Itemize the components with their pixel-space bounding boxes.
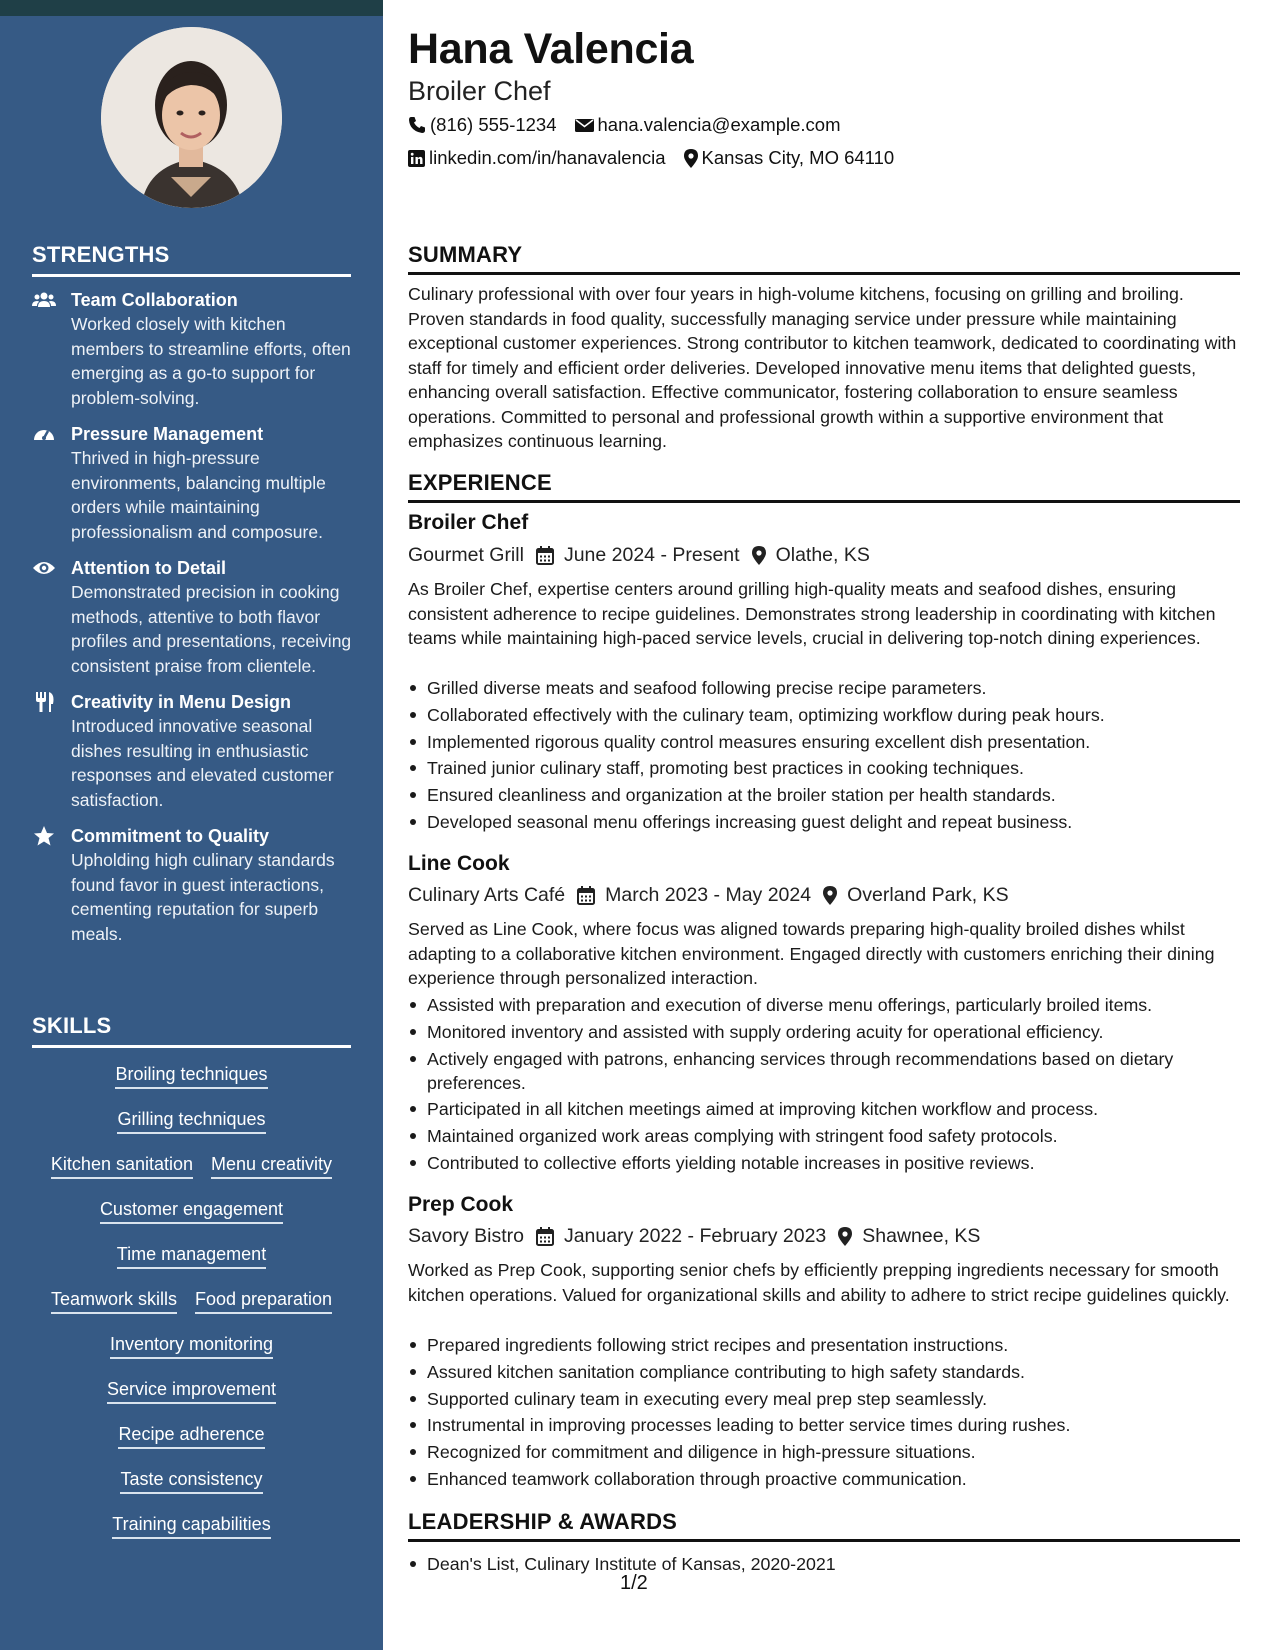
skill-tag: Service improvement [107,1377,276,1404]
eye-icon [32,558,56,578]
map-pin-icon [752,546,766,565]
avatar [101,27,282,208]
skill-tag: Recipe adherence [118,1422,264,1449]
skill-tag: Menu creativity [211,1152,332,1179]
list-item: Monitored inventory and assisted with supply ordering acuity for operational efficiency. [408,1020,1240,1044]
contact-row [408,146,894,170]
skill-row [32,1467,351,1512]
skill-row [32,1197,351,1242]
strength-description: Introduced innovative seasonal dishes resulting in enthusiastic responses and elevated customer satisfaction. [71,716,334,810]
users-icon [32,290,56,310]
skill-row [32,1332,351,1377]
skill-tag: Broiling techniques [115,1062,267,1089]
job-description: Worked as Prep Cook, supporting senior chefs by efficiently prepping ingredients necessary for smooth kitchen operations. Valued for organizational skills and ability to adhere to strict recipe guidelines quickly. [408,1260,1230,1305]
contact-row [408,113,840,137]
strength-title: Commitment to Quality [71,826,270,846]
linkedin-item [408,146,666,170]
skill-row [32,1512,351,1557]
list-item: Contributed to collective efforts yielding notable increases in positive reviews. [408,1151,1240,1175]
list-item: Ensured cleanliness and organization at the broiler station per health standards. [408,783,1240,807]
strengths-heading: STRENGTHS [32,242,351,277]
strength-description: Upholding high culinary standards found favor in guest interactions, cementing reputation for superb meals. [71,850,335,944]
list-item: Trained junior culinary staff, promoting best practices in cooking techniques. [408,756,1240,780]
job-dates: June 2024 - Present [563,544,740,566]
summary-text: Culinary professional with over four years in high-volume kitchens, focusing on grilling and broiling. Proven standards in food quality, successfully managing service under pressure while maintaining exceptional customer experiences. Strong contributor to kitchen teamwork, dedicated to coordinating with staff for timely and efficient order deliveries. Developed innovative menu items that delighted guests, enhancing overall satisfaction. Effective communicator, fostering collaboration to ensure seamless operations. Committed to personal and professional growth within a supportive environment that emphasizes continuous learning. [408,284,1237,451]
job-title: Prep Cook [408,1193,514,1216]
skill-row [32,1107,351,1152]
star-icon [32,826,56,846]
strength-title: Pressure Management [71,424,264,444]
skill-row [32,1287,351,1332]
list-item: Actively engaged with patrons, enhancing services through recommendations based on dietary preferences. [408,1047,1240,1095]
job-description: Served as Line Cook, where focus was aligned towards preparing high-quality broiled dishes whilst adapting to a collaborative kitchen environment. Engaged directly with customers enriching their dining experience through personalized interaction. [408,919,1215,988]
linkedin-icon [408,150,425,167]
skill-tag: Food preparation [195,1287,332,1314]
job-title: Broiler Chef [408,511,529,534]
job-meta [408,1223,980,1249]
list-item: Maintained organized work areas complying with stringent food safety protocols. [408,1124,1240,1148]
location-text: Kansas City, MO 64110 [701,147,895,168]
page-number: 1/2 [620,1572,648,1594]
list-item: Grilled diverse meats and seafood following precise recipe parameters. [408,676,1240,700]
list-item: Implemented rigorous quality control measures ensuring excellent dish presentation. [408,730,1240,754]
job-dates: March 2023 - May 2024 [605,884,812,906]
skills-heading: SKILLS [32,1013,351,1048]
calendar-icon [536,1227,554,1246]
strength-description: Worked closely with kitchen members to streamline efforts, often emerging as a go-to support for problem-solving. [71,314,351,408]
skill-tag: Training capabilities [112,1512,270,1539]
candidate-name: Hana Valencia [408,25,694,73]
list-item: Enhanced teamwork collaboration through proactive communication. [408,1467,1240,1491]
sidebar-top-bar [0,0,383,16]
phone-icon [408,116,426,134]
map-pin-icon [684,149,698,168]
list-item: Prepared ingredients following strict recipes and presentation instructions. [408,1333,1240,1357]
skill-row [32,1377,351,1422]
email-text: hana.valencia@example.com [597,114,841,135]
skill-row [32,1242,351,1287]
strengths-list [32,288,357,958]
list-item: Developed seasonal menu offerings increasing guest delight and repeat business. [408,810,1240,834]
linkedin-text: linkedin.com/in/hanavalencia [429,147,666,168]
phone-text: (816) 555-1234 [430,114,557,135]
list-item: Dean's List, Culinary Institute of Kansas, 2020-2021 [408,1552,1240,1576]
job-bullets [408,993,1240,1178]
skill-tag: Teamwork skills [51,1287,177,1314]
list-item: Assisted with preparation and execution of diverse menu offerings, particularly broiled items. [408,993,1240,1017]
skill-tag: Time management [117,1242,266,1269]
calendar-icon [536,546,554,565]
list-item: Recognized for commitment and diligence in high-pressure situations. [408,1440,1240,1464]
strength-title: Team Collaboration [71,290,238,310]
list-item: Collaborated effectively with the culinary team, optimizing workflow during peak hours. [408,703,1240,727]
skill-tag: Taste consistency [120,1467,262,1494]
summary-heading: SUMMARY [408,242,1240,275]
phone-item [408,113,557,137]
map-pin-icon [838,1227,852,1246]
job-meta [408,542,870,568]
job-company: Gourmet Grill [408,544,524,566]
strength-description: Demonstrated precision in cooking methods, attentive to both flavor profiles and presentations, receiving consistent praise from clientele. [71,582,352,676]
sidebar [0,0,383,1650]
map-pin-icon [823,886,837,905]
leadership-heading: LEADERSHIP & AWARDS [408,1509,1240,1542]
strength-item [32,422,357,544]
job-title: Line Cook [408,852,510,875]
job-bullets [408,1333,1240,1494]
skills-list [32,1062,351,1557]
skill-row [32,1422,351,1467]
list-item: Assured kitchen sanitation compliance contributing to high safety standards. [408,1360,1240,1384]
strength-item [32,690,357,812]
skill-tag: Customer engagement [100,1197,283,1224]
list-item: Instrumental in improving processes leading to better service times during rushes. [408,1413,1240,1437]
skill-row [32,1062,351,1107]
candidate-title: Broiler Chef [408,76,551,106]
skill-tag: Kitchen sanitation [51,1152,193,1179]
strength-title: Attention to Detail [71,558,226,578]
strength-item [32,556,357,678]
utensils-icon [32,692,56,712]
strength-description: Thrived in high-pressure environments, balancing multiple orders while maintaining professionalism and composure. [71,448,326,542]
skill-row [32,1152,351,1197]
skill-tag: Inventory monitoring [110,1332,273,1359]
job-location: Overland Park, KS [847,884,1009,906]
experience-heading: EXPERIENCE [408,470,1240,503]
email-item [575,113,841,137]
job-bullets [408,676,1240,837]
envelope-icon [575,118,594,133]
job-dates: January 2022 - February 2023 [563,1225,827,1247]
list-item: Supported culinary team in executing every meal prep step seamlessly. [408,1387,1240,1411]
location-item [684,146,895,170]
job-location: Shawnee, KS [862,1225,981,1247]
leadership-list [408,1552,1240,1579]
job-company: Savory Bistro [408,1225,524,1247]
skill-tag: Grilling techniques [117,1107,265,1134]
job-meta [408,882,1009,908]
strength-item [32,288,357,410]
gauge-icon [32,424,56,444]
job-location: Olathe, KS [775,544,870,566]
strength-item [32,824,357,946]
calendar-icon [577,886,595,905]
job-description: As Broiler Chef, expertise centers around grilling high-quality meats and seafood dishes, ensuring consistent adherence to recipe guidelines. Demonstrates strong leadership in coordinating with kitchen teams while maintaining high-paced service levels, crucial in delivering top-notch dining experiences. [408,579,1216,648]
strength-title: Creativity in Menu Design [71,692,292,712]
list-item: Participated in all kitchen meetings aimed at improving kitchen workflow and process. [408,1097,1240,1121]
job-company: Culinary Arts Café [408,884,566,906]
